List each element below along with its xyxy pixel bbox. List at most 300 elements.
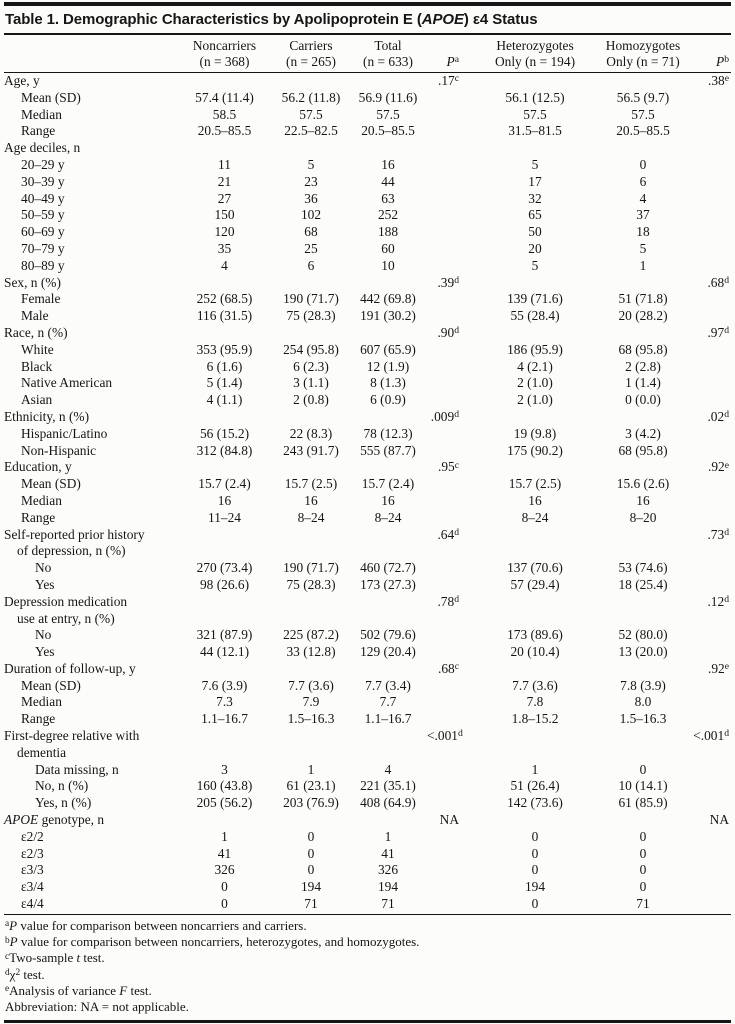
cell: 186 (95.9) xyxy=(507,341,563,357)
footnote: Abbreviation: NA = not applicable. xyxy=(5,999,189,1015)
cell: 1 xyxy=(221,828,228,844)
cell: 68 (95.8) xyxy=(618,341,668,357)
cell: 57.5 xyxy=(376,106,400,122)
row-label: APOE genotype, n xyxy=(4,812,105,828)
cell xyxy=(349,409,427,426)
demographics-table xyxy=(4,35,731,913)
cell: .39$^d$ xyxy=(437,274,459,290)
cell: 57 (29.4) xyxy=(510,576,560,592)
cell xyxy=(691,493,731,510)
cell: 0 xyxy=(221,896,228,912)
cell: 0 xyxy=(639,862,647,878)
cell xyxy=(595,661,691,678)
cell xyxy=(176,661,273,678)
cell: 190 (71.7) xyxy=(283,560,339,576)
cell xyxy=(176,275,273,292)
cell: 16 xyxy=(381,492,395,508)
cell: 7.7 (3.4) xyxy=(365,677,411,693)
cell: 27 xyxy=(217,190,232,206)
cell xyxy=(691,678,731,695)
cell xyxy=(691,560,731,577)
cell: 22.5–82.5 xyxy=(284,123,338,139)
row-label-wrap: use at entry, n (%) xyxy=(17,610,115,626)
column-header: Carriers (n = 265) xyxy=(273,35,349,73)
cell xyxy=(427,443,461,460)
footnote: $^e$Analysis of variance F test. xyxy=(5,983,152,999)
cell: 50 xyxy=(528,224,542,240)
cell: .17$^c$ xyxy=(437,73,459,88)
cell: 35 xyxy=(217,240,232,256)
cell xyxy=(427,107,461,124)
cell: 555 (87.7) xyxy=(360,442,416,458)
cell: 5 xyxy=(531,156,539,172)
cell: 7.6 (3.9) xyxy=(201,677,248,693)
table-row xyxy=(4,342,731,359)
row-label: Education, y xyxy=(4,459,72,475)
cell: 57.5 xyxy=(631,106,655,122)
cell: 15.7 (2.5) xyxy=(284,476,338,492)
footnote: $^a$P value for comparison between noncarriers and carriers. xyxy=(5,917,307,933)
row-label: 70–79 y xyxy=(21,240,65,256)
cell xyxy=(176,728,273,762)
cell: 0 (0.0) xyxy=(625,392,661,408)
cell: 142 (73.6) xyxy=(507,795,563,811)
row-label: Range xyxy=(21,509,56,525)
row-label: 50–59 y xyxy=(21,207,65,223)
cell xyxy=(427,829,461,846)
cell xyxy=(691,392,731,409)
cell xyxy=(427,359,461,376)
cell: 57.4 (11.4) xyxy=(195,89,254,105)
cell: 326 xyxy=(377,862,399,878)
cell: 13 (20.0) xyxy=(618,644,668,660)
table-row xyxy=(4,728,731,762)
table-row xyxy=(4,291,731,308)
cell: 194 xyxy=(377,879,399,895)
row-label: Median xyxy=(21,492,62,508)
cell xyxy=(349,527,427,561)
cell xyxy=(691,258,731,275)
cell: 4 (1.1) xyxy=(206,392,243,408)
cell xyxy=(691,711,731,728)
cell: 58.5 xyxy=(212,106,237,122)
cell: 20.5–85.5 xyxy=(616,123,670,139)
cell: 10 xyxy=(381,257,395,273)
cell xyxy=(427,577,461,594)
cell xyxy=(691,426,731,443)
cell xyxy=(691,829,731,846)
cell: 10 (14.1) xyxy=(618,778,668,794)
table-title: Table 1. Demographic Characteristics by Apolipoprotein E (APOE) ε4 Status xyxy=(4,6,731,35)
cell: 7.8 xyxy=(526,694,544,710)
cell: 31.5–81.5 xyxy=(508,123,562,139)
cell: 51 (71.8) xyxy=(618,291,668,307)
cell: 188 xyxy=(377,224,399,240)
table-row xyxy=(4,510,731,527)
cell xyxy=(427,375,461,392)
cell: NA xyxy=(709,812,729,828)
cell xyxy=(595,459,691,476)
cell: 8 (1.3) xyxy=(370,375,406,391)
cell: 8.0 xyxy=(634,694,652,710)
cell: 20.5–85.5 xyxy=(361,123,415,139)
cell xyxy=(427,846,461,863)
cell: 22 (8.3) xyxy=(289,425,333,441)
row-label: Median xyxy=(21,694,62,710)
cell: 8–24 xyxy=(374,509,402,525)
cell xyxy=(273,325,349,342)
cell xyxy=(427,258,461,275)
cell xyxy=(273,728,349,762)
cell xyxy=(349,275,427,292)
cell: 60 xyxy=(381,240,395,256)
cell xyxy=(427,157,461,174)
cell: 15.6 (2.6) xyxy=(616,476,670,492)
cell xyxy=(427,207,461,224)
cell: 56.2 (11.8) xyxy=(281,89,341,105)
cell: 98 (26.6) xyxy=(199,576,250,592)
table-body xyxy=(4,73,731,913)
cell: 65 xyxy=(528,207,542,223)
cell xyxy=(349,661,427,678)
cell: 0 xyxy=(639,828,647,844)
row-label: Yes, n (%) xyxy=(35,795,92,811)
cell xyxy=(595,812,691,829)
row-label: Yes xyxy=(35,576,55,592)
cell: 139 (71.6) xyxy=(507,291,563,307)
cell xyxy=(427,862,461,879)
row-label: 80–89 y xyxy=(21,257,65,273)
cell: 1 xyxy=(639,257,647,273)
cell: 17 xyxy=(528,173,542,189)
table-row xyxy=(4,275,731,292)
cell: 321 (87.9) xyxy=(196,627,253,643)
cell xyxy=(461,812,595,829)
cell: 21 xyxy=(217,173,232,189)
cell: 252 (68.5) xyxy=(196,291,253,307)
cell: 32 xyxy=(528,190,542,206)
cell xyxy=(595,594,691,628)
cell xyxy=(427,644,461,661)
cell: <.001$^d$ xyxy=(693,728,729,744)
cell: .38e xyxy=(707,73,729,88)
row-label: Duration of follow-up, y xyxy=(4,660,136,676)
cell: 56 (15.2) xyxy=(199,425,250,441)
table-row xyxy=(4,191,731,208)
cell: .78$^d$ xyxy=(437,593,459,609)
cell xyxy=(427,493,461,510)
cell: 0 xyxy=(639,156,647,172)
cell: 0 xyxy=(307,828,315,844)
cell: 8–20 xyxy=(629,509,657,525)
cell xyxy=(461,325,595,342)
cell: 55 (28.4) xyxy=(510,308,560,324)
table-row xyxy=(4,661,731,678)
cell xyxy=(461,275,595,292)
cell xyxy=(273,812,349,829)
cell: 5 xyxy=(307,156,315,172)
cell: 0 xyxy=(639,845,647,861)
row-label: Range xyxy=(21,711,56,727)
table-row xyxy=(4,846,731,863)
cell xyxy=(691,443,731,460)
table-row xyxy=(4,812,731,829)
cell: 221 (35.1) xyxy=(360,778,416,794)
row-label: Native American xyxy=(21,375,113,391)
cell xyxy=(176,459,273,476)
cell xyxy=(461,459,595,476)
cell xyxy=(349,594,427,628)
cell xyxy=(349,140,427,157)
cell xyxy=(427,896,461,913)
cell: 23 xyxy=(304,173,318,189)
table-row xyxy=(4,359,731,376)
row-label: ε3/3 xyxy=(21,862,44,878)
cell: 11 xyxy=(218,156,231,172)
table-row xyxy=(4,560,731,577)
cell xyxy=(691,224,731,241)
cell xyxy=(349,459,427,476)
column-header xyxy=(4,35,176,73)
cell xyxy=(273,140,349,157)
cell: .90$^d$ xyxy=(437,324,459,340)
cell: 18 (25.4) xyxy=(618,576,668,592)
cell xyxy=(349,73,427,90)
cell: .92e xyxy=(707,660,729,676)
cell: 1.8–15.2 xyxy=(511,711,559,727)
row-label: Mean (SD) xyxy=(21,476,81,492)
cell xyxy=(427,795,461,812)
cell xyxy=(461,140,595,157)
cell: 71 xyxy=(304,896,318,912)
cell xyxy=(691,795,731,812)
cell xyxy=(595,73,691,90)
cell xyxy=(595,409,691,426)
cell: 270 (73.4) xyxy=(196,560,253,576)
table-row xyxy=(4,426,731,443)
table-row xyxy=(4,392,731,409)
cell: 4 xyxy=(384,761,392,777)
row-label: ε2/2 xyxy=(21,828,44,844)
footnote: $^c$Two-sample t test. xyxy=(5,950,105,966)
row-label: 30–39 y xyxy=(21,173,65,189)
row-label: ε3/4 xyxy=(21,879,44,895)
cell: 502 (79.6) xyxy=(360,627,416,643)
footnote: $^d\chi^2$ test. xyxy=(5,966,45,982)
row-label-wrap: dementia xyxy=(17,744,67,760)
cell xyxy=(427,392,461,409)
cell xyxy=(273,275,349,292)
cell: 16 xyxy=(217,492,232,508)
table-row xyxy=(4,325,731,342)
cell: 6 (1.6) xyxy=(206,358,243,374)
cell xyxy=(427,627,461,644)
row-label: White xyxy=(21,341,54,357)
cell: 6 (2.3) xyxy=(293,358,329,374)
row-label: Mean (SD) xyxy=(21,677,81,693)
cell xyxy=(273,661,349,678)
cell xyxy=(427,90,461,107)
cell: 41 xyxy=(217,845,232,861)
cell: .64$^d$ xyxy=(437,526,459,542)
cell: 0 xyxy=(531,862,539,878)
cell xyxy=(691,510,731,527)
cell xyxy=(427,778,461,795)
table-row xyxy=(4,627,731,644)
cell xyxy=(691,762,731,779)
cell: 4 xyxy=(221,257,228,273)
cell xyxy=(691,174,731,191)
cell: 312 (84.8) xyxy=(196,442,253,458)
row-label: Non-Hispanic xyxy=(21,442,97,458)
table-row xyxy=(4,443,731,460)
row-label: First-degree relative with dementia xyxy=(4,728,176,762)
cell: 20 (10.4) xyxy=(510,644,560,660)
cell: 1.1–16.7 xyxy=(364,711,412,727)
row-label: Mean (SD) xyxy=(21,89,81,105)
cell: 68 (95.8) xyxy=(618,442,668,458)
cell xyxy=(176,812,273,829)
footnote: $^b$P value for comparison between noncarriers, heterozygotes, and homozygotes. xyxy=(5,934,420,950)
cell: 5 xyxy=(531,257,539,273)
cell: 102 xyxy=(300,207,322,223)
cell xyxy=(595,325,691,342)
cell xyxy=(427,291,461,308)
cell: 71 xyxy=(381,896,395,912)
table-row xyxy=(4,459,731,476)
cell: 61 (23.1) xyxy=(286,778,336,794)
cell: 6 xyxy=(639,173,647,189)
cell: 353 (95.9) xyxy=(196,341,253,357)
cell: 252 xyxy=(377,207,399,223)
cell: 3 xyxy=(221,761,228,777)
cell xyxy=(176,594,273,628)
cell: 2 (1.0) xyxy=(517,375,553,391)
cell xyxy=(691,879,731,896)
cell: 6 (0.9) xyxy=(370,392,406,408)
cell: 2 (0.8) xyxy=(293,392,329,408)
cell xyxy=(691,308,731,325)
cell: 7.7 xyxy=(379,694,397,710)
cell: 254 (95.8) xyxy=(283,341,339,357)
row-label: No, n (%) xyxy=(35,778,89,794)
cell: 44 (12.1) xyxy=(199,644,250,660)
cell xyxy=(349,325,427,342)
table-row xyxy=(4,795,731,812)
cell xyxy=(691,191,731,208)
cell: 6 xyxy=(307,257,315,273)
cell: 137 (70.6) xyxy=(507,560,563,576)
cell xyxy=(691,140,731,157)
cell: 16 xyxy=(381,156,395,172)
cell: NA xyxy=(439,812,459,828)
table-row xyxy=(4,241,731,258)
row-label: Ethnicity, n (%) xyxy=(4,408,90,424)
cell: 75 (28.3) xyxy=(286,576,336,592)
table-row xyxy=(4,577,731,594)
cell: 408 (64.9) xyxy=(360,795,416,811)
cell xyxy=(176,140,273,157)
cell: 53 (74.6) xyxy=(618,560,668,576)
cell xyxy=(461,728,595,762)
table-row xyxy=(4,527,731,561)
cell xyxy=(427,174,461,191)
cell: 18 xyxy=(636,224,650,240)
table-row xyxy=(4,123,731,140)
cell: 63 xyxy=(381,190,395,206)
cell xyxy=(176,527,273,561)
cell xyxy=(273,73,349,90)
cell: 0 xyxy=(221,879,228,895)
row-label: Yes xyxy=(35,644,55,660)
cell: 8–24 xyxy=(297,509,325,525)
cell xyxy=(427,762,461,779)
cell: 20 xyxy=(528,240,542,256)
cell: 7.7 (3.6) xyxy=(288,677,334,693)
cell: 51 (26.4) xyxy=(510,778,560,794)
cell: 1.5–16.3 xyxy=(619,711,667,727)
row-label-wrap: of depression, n (%) xyxy=(17,543,126,559)
cell: 0 xyxy=(307,845,315,861)
row-label: Self-reported prior history of depression, n (%) xyxy=(4,527,176,561)
cell: 16 xyxy=(528,492,542,508)
cell: <.001$^d$ xyxy=(427,728,463,744)
cell: 1 (1.4) xyxy=(625,375,661,391)
cell xyxy=(349,812,427,829)
column-header: Homozygotes Only (n = 71) xyxy=(595,35,691,73)
table-row xyxy=(4,762,731,779)
cell: 326 xyxy=(214,862,235,878)
cell: 68 xyxy=(304,224,318,240)
cell: 3 (4.2) xyxy=(625,425,661,441)
cell: 173 (27.3) xyxy=(360,576,416,592)
cell xyxy=(427,879,461,896)
cell xyxy=(691,644,731,661)
cell: 0 xyxy=(531,845,539,861)
cell: 160 (43.8) xyxy=(196,778,253,794)
cell xyxy=(427,241,461,258)
row-label: Asian xyxy=(21,392,53,408)
cell: 0 xyxy=(307,862,315,878)
row-label: Median xyxy=(21,106,62,122)
cell: 129 (20.4) xyxy=(360,644,416,660)
cell xyxy=(461,661,595,678)
row-label: Sex, n (%) xyxy=(4,274,61,290)
cell: 7.7 (3.6) xyxy=(512,677,558,693)
cell xyxy=(691,291,731,308)
table-row xyxy=(4,594,731,628)
cell xyxy=(349,728,427,762)
cell xyxy=(691,107,731,124)
cell xyxy=(176,73,273,90)
cell: 203 (76.9) xyxy=(283,795,339,811)
table-row xyxy=(4,862,731,879)
row-label: Hispanic/Latino xyxy=(21,425,108,441)
cell: 1 xyxy=(531,761,539,777)
cell: 1.5–16.3 xyxy=(287,711,335,727)
table-row xyxy=(4,778,731,795)
cell xyxy=(691,476,731,493)
column-header: Heterozygotes Only (n = 194) xyxy=(461,35,595,73)
cell: 11–24 xyxy=(208,509,241,525)
cell: 36 xyxy=(304,190,318,206)
cell: 57.5 xyxy=(299,106,323,122)
cell: .68$^d$ xyxy=(707,274,729,290)
cell xyxy=(595,140,691,157)
cell: 150 xyxy=(214,207,235,223)
cell xyxy=(461,594,595,628)
cell xyxy=(691,123,731,140)
